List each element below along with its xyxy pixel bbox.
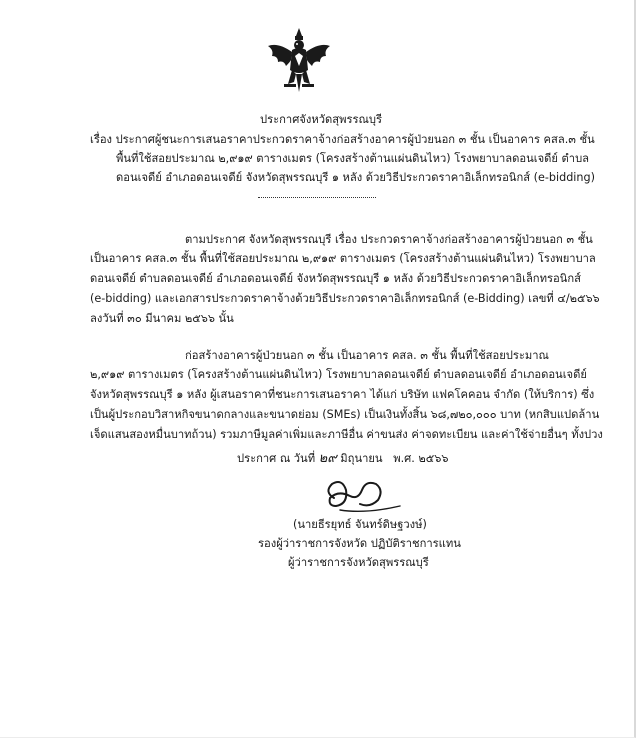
paragraph1-line-5: ลงวันที่ ๓๐ มีนาคม ๒๕๖๖ นั้น: [90, 312, 234, 325]
separator-dots: [258, 197, 376, 198]
subject-line-1: เรื่อง ประกาศผู้ชนะการเสนอราคาประกวดราคาจ้างก่อสร้างอาคารผู้ป่วยนอก ๓ ชั้น เป็นอาคาร คสล.๓ ชั้น: [90, 133, 595, 146]
signatory-position-1: รองผู้ว่าราชการจังหวัด ปฏิบัติราชการแทน: [258, 537, 461, 550]
handwritten-signature-icon: [320, 470, 410, 515]
paragraph1-line-2: เป็นอาคาร คสล.๓ ชั้น พื้นที่ใช้สอยประมาณ ๒,๙๑๙ ตารางเมตร (โครงสร้างต้านแผ่นดินไหว) โรงพยาบาล: [90, 252, 596, 265]
paragraph1-line-3: ดอนเจดีย์ ตำบลดอนเจดีย์ อำเภอดอนเจดีย์ จังหวัดสุพรรณบุรี ๑ หลัง ด้วยวิธีประกวดราคาอิเล็กทรอนิกส์: [90, 272, 581, 285]
announce-date: [237, 452, 448, 466]
subject-line-3: ดอนเจดีย์ อำเภอดอนเจดีย์ จังหวัดสุพรรณบุรี ๑ หลัง ด้วยวิธีประกวดราคาอิเล็กทรอนิกส์ (e-bidding): [116, 171, 595, 184]
paragraph2-line-3: จังหวัดสุพรรณบุรี ๑ หลัง ผู้เสนอราคาที่ชนะการเสนอราคา ได้แก่ บริษัท แฟคโคคอน จำกัด (ให้บริการ) ซึ่ง: [90, 388, 595, 401]
paragraph2-line-1: ก่อสร้างอาคารผู้ป่วยนอก ๓ ชั้น เป็นอาคาร คสล. ๓ ชั้น พื้นที่ใช้สอยประมาณ: [185, 349, 549, 362]
announce-prefix: ประกาศ ณ วันที่: [237, 452, 316, 465]
issuer-title: ประกาศจังหวัดสุพรรณบุรี: [260, 113, 382, 126]
announce-month: มิถุนายน: [340, 452, 383, 465]
paragraph2-line-5: เจ็ดแสนสองหมื่นบาทถ้วน) รวมภาษีมูลค่าเพิ่มและภาษีอื่น ค่าขนส่ง ค่าจดทะเบียน และค่าใช้จ่ายอื่นๆ ทั้งปวง: [90, 428, 603, 441]
garuda-emblem-icon: [266, 26, 332, 96]
signatory-position-2: ผู้ว่าราชการจังหวัดสุพรรณบุรี: [288, 556, 429, 569]
paragraph1-line-1: ตามประกาศ จังหวัดสุพรรณบุรี เรื่อง ประกวดราคาจ้างก่อสร้างอาคารผู้ป่วยนอก ๓ ชั้น: [185, 233, 593, 246]
paragraph2-line-2: ๒,๙๑๙ ตารางเมตร (โครงสร้างต้านแผ่นดินไหว) โรงพยาบาลดอนเจดีย์ ตำบลดอนเจดีย์ อำเภอดอนเจดีย์: [90, 368, 587, 381]
paragraph1-line-4: (e-bidding) และเอกสารประกวดราคาจ้างด้วยวิธีประกวดราคาอิเล็กทรอนิกส์ (e-Bidding) เลขที่ ๔/๒๕๖๖: [90, 292, 600, 305]
signatory-name: (นายธีรยุทธ์ จันทร์ดิษฐวงษ์): [293, 518, 427, 531]
subject-line-2: พื้นที่ใช้สอยประมาณ ๒,๙๑๙ ตารางเมตร (โครงสร้างต้านแผ่นดินไหว) โรงพยาบาลดอนเจดีย์ ตำบล: [116, 152, 590, 165]
paragraph2-line-4: เป็นผู้ประกอบวิสาหกิจขนาดกลางและขนาดย่อม (SMEs) เป็นเงินทั้งสิ้น ๖๘,๗๒๐,๐๐๐ บาท (หกสิบแปดล้าน: [90, 408, 600, 421]
announce-day: ๒๙: [318, 451, 337, 466]
announce-year: พ.ศ. ๒๕๖๖: [393, 452, 449, 465]
